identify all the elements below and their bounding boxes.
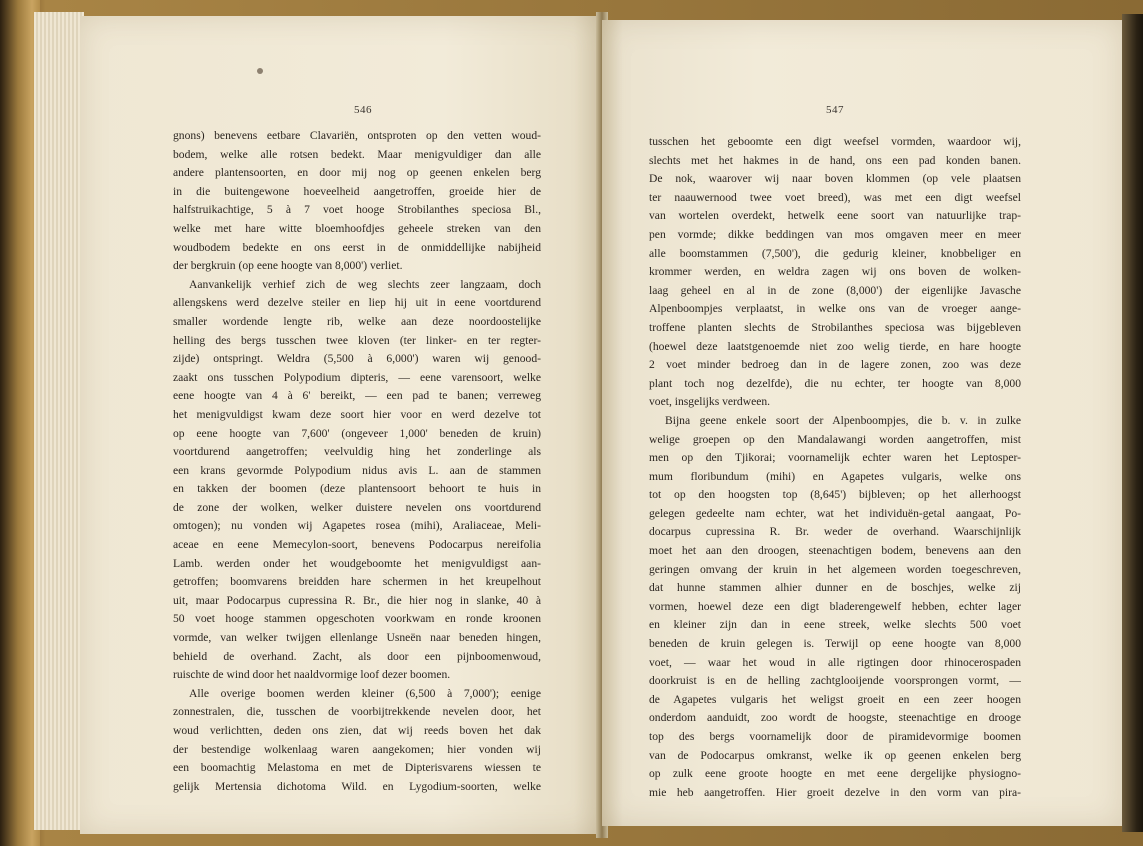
text-line: woud verlichtten, deden ons zien, dat wij reeds boven het dak — [173, 724, 541, 737]
text-line: dat hunne stammen alhier dunner en de boschjes, welke zij — [649, 581, 1021, 595]
text-line: laag geheel en al in de zone (8,000') der eigenlijke Javasche — [649, 283, 1021, 297]
text-line: men op den Tjikorai; voornamelijk echter waren het Leptosper- — [649, 451, 1021, 465]
text-line: op zulk eene groote hoogte en met eene dergelijke physiogno- — [649, 767, 1021, 781]
text-line: alle boomstammen (7,500'), die gedurig kleiner, knobbeliger en — [649, 246, 1021, 260]
text-line: moet het aan den droogen, steenachtigen bodem, benevens aan den — [649, 544, 1021, 558]
text-line: in die buitengewone hoeveelheid aangetroffen, groeide hier de — [173, 184, 541, 198]
text-line: van wortelen overdekt, hetwelk eene soort van natuurlijke trap- — [649, 209, 1021, 223]
text-line: smaller wordende lengte rib, welke aan deze noordoostelijke — [173, 314, 541, 328]
text-line: zaakt ons tusschen Polypodium dipteris, — eene varensoort, welke — [173, 370, 541, 384]
text-line: gelijk Mertensia dichotoma Wild. en Lygodium-soorten, welke — [173, 779, 541, 793]
text-line: der bergkruin (op eene hoogte van 8,000') verliet. — [173, 259, 403, 273]
text-line: getroffen; boomvarens breidden hare schermen in het kreupelhout — [173, 575, 541, 589]
text-line: welke met hare witte bloemhoofdjes geheele streken van den — [173, 221, 541, 235]
text-line: een krans gevormde Polypodium nidus avis L. aan de stammen — [173, 463, 541, 477]
text-line: welige groepen op den Mandalawangi worden aangetroffen, mist — [649, 432, 1021, 446]
paper-spot — [257, 68, 263, 74]
text-line: ter naauwernood twee voet breed), was met een digt weefsel — [649, 190, 1021, 204]
text-line: plant toch nog dezelfde), die nu echter, ter hoogte van 8,000 — [649, 376, 1021, 390]
left-page-text — [173, 127, 541, 796]
book-cover-right — [1122, 14, 1143, 832]
text-line: Alpenboompjes verplaatst, in welke ons van de vroeger aange- — [649, 302, 1021, 316]
text-line: mie heb aangetroffen. Hier groeit dezelve in den vorm van pira- — [649, 785, 1021, 799]
text-line: Alle overige boomen werden kleiner (6,500 à 7,000'); eenige — [189, 686, 541, 700]
text-line: doorkruist is en de helling zachtglooijende voorsprongen vormt, — — [649, 674, 1021, 688]
text-line: het menigvuldigst kwam deze soort hier voor en werd dezelve tot — [173, 407, 541, 421]
text-line: van de Podocarpus omkranst, welke ik op geenen enkelen berg — [649, 748, 1021, 762]
text-line: docarpus cupressina R. Br. weder de overhand. Waarschijnlijk — [649, 525, 1021, 539]
text-line: tusschen het geboomte een digt weefsel vormden, waardoor wij, — [649, 135, 1021, 148]
page-number-right: 547 — [826, 104, 844, 116]
text-line: Lamb. werden onder het woudgeboomte het menigvuldigst aan- — [173, 556, 541, 570]
text-line: (hoewel deze laatstgenoemde niet zoo welig tierde, en hare hoogte — [649, 339, 1021, 353]
text-line: mum floribundum (mihi) en Agapetes vulgaris, welke ons — [649, 469, 1021, 483]
text-line: tot op den hoogsten top (8,645') bijbleven; op het allerhoogst — [649, 488, 1021, 502]
text-line: Aanvankelijk verhief zich de weg slechts zeer langzaam, doch — [189, 277, 541, 291]
text-line: top des bergs voornamelijk door de piramidevormige boomen — [649, 730, 1021, 743]
text-line: behield de overhand. Zacht, als door een pijnboomenwoud, — [173, 649, 541, 663]
text-line: eene hoogte van 4 à 6' bereikt, — een pad te banen; verreweg — [173, 389, 541, 403]
text-line: andere plantensoorten, en door mij nog op geenen enkelen berg — [173, 166, 541, 180]
text-line: halfstruikachtige, 5 à 7 voet hooge Strobilanthes speciosa Bl., — [173, 203, 541, 217]
text-line: de Agapetes vulgaris het weligst groeit en een zeer hoogen — [649, 692, 1021, 706]
text-line: troffene planten slechts de Strobilanthes speciosa was bijgebleven — [649, 320, 1021, 334]
text-line: vormde, van welker twijgen ellenlange Usneën naar beneden hingen, — [173, 631, 541, 645]
text-line: een boomachtig Melastoma en met de Dipterisvarens wiessen te — [173, 761, 541, 775]
text-line: der bestendige wolkenlaag waren aangekomen; hier vonden wij — [173, 742, 541, 756]
right-page-text — [649, 133, 1021, 802]
text-line: 50 voet hooge stammen opgeschoten voorkwam en ronde kroonen — [173, 612, 541, 626]
text-line: helling des bergs tusschen twee kloven (ter linker- en ter regter- — [173, 333, 541, 347]
text-line: voortdurend aangetroffen; veelvuldig hing het zonderlinge als — [173, 445, 541, 459]
text-line: krommer werden, en weldra zagen wij ons boven de wolken- — [649, 265, 1021, 279]
text-line: de zone der wolken, welker duistere nevelen ons voortdurend — [173, 500, 541, 514]
text-line: pen vormde; dikke beddingen van mos omgaven meer en meer — [649, 227, 1021, 241]
text-line: onderdom aanduidt, zoo wordt de hoogste, steenachtige en drooge — [649, 711, 1021, 725]
text-line: beneden de kruin gelegen is. Terwijl op eene hoogte van 8,000 — [649, 637, 1021, 651]
text-line: voet, insgelijks verdween. — [649, 395, 771, 409]
text-line: geringen omvang der kruin in het algemeen worden toegeschreven, — [649, 562, 1021, 576]
text-line: omtogen); nu vonden wij Agapetes rosea (mihi), Araliaceae, Meli- — [173, 519, 541, 533]
text-line: bodem, welke alle rotsen bedekt. Maar menigvuldiger dan alle — [173, 147, 541, 161]
text-line: voet, — waar het woud in alle rigtingen door rhinocerospaden — [649, 655, 1021, 669]
text-line: gelegen gedeelte nam echter, wat het individuën-getal aangaat, Po- — [649, 506, 1021, 520]
text-line: woudbodem bedekte en ons eerst in de onmiddellijke nabijheid — [173, 240, 541, 254]
text-line: vormen, hoewel deze een digt bladerengewelf hebben, echter lager — [649, 599, 1021, 613]
text-line: uit, maar Podocarpus cupressina R. Br., die hier nog in slanke, 40 à — [173, 593, 541, 607]
text-line: en takken der boomen (deze plantensoort behoort te huis in — [173, 482, 541, 496]
text-line: gnons) benevens eetbare Clavariën, ontsproten op den vetten woud- — [173, 129, 541, 142]
text-line: en kleiner zijn dan in eene streek, welke slechts 500 voet — [649, 618, 1021, 632]
text-line: 2 voet minder bedroeg dan in de lagere zonen, zoo was deze — [649, 358, 1021, 372]
text-line: aceae en eene Memecylon-soort, benevens Podocarpus nereifolia — [173, 538, 541, 552]
text-line: Bijna geene enkele soort der Alpenboompjes, die b. v. in zulke — [665, 413, 1021, 427]
page-edges — [34, 12, 84, 830]
text-line: zonnestralen, die, tusschen de voorbijtrekkende nevelen door, het — [173, 705, 541, 719]
text-line: ruischte de wind door het naaldvormige loof dezer boomen. — [173, 668, 451, 682]
text-line: op eene hoogte van 7,600' (ongeveer 1,000' beneden de kruin) — [173, 426, 541, 440]
text-line: De nok, waarover wij naar boven klommen (op vele plaatsen — [649, 172, 1021, 186]
page-number-left: 546 — [354, 104, 372, 116]
text-line: zijde) ontspringt. Weldra (5,500 à 6,000') waren wij genood- — [173, 352, 541, 366]
text-line: allengskens werd dezelve steiler en liep hij uit in eene voortdurend — [173, 296, 541, 310]
text-line: slechts met het hakmes in de hand, ons een pad konden banen. — [649, 153, 1021, 167]
